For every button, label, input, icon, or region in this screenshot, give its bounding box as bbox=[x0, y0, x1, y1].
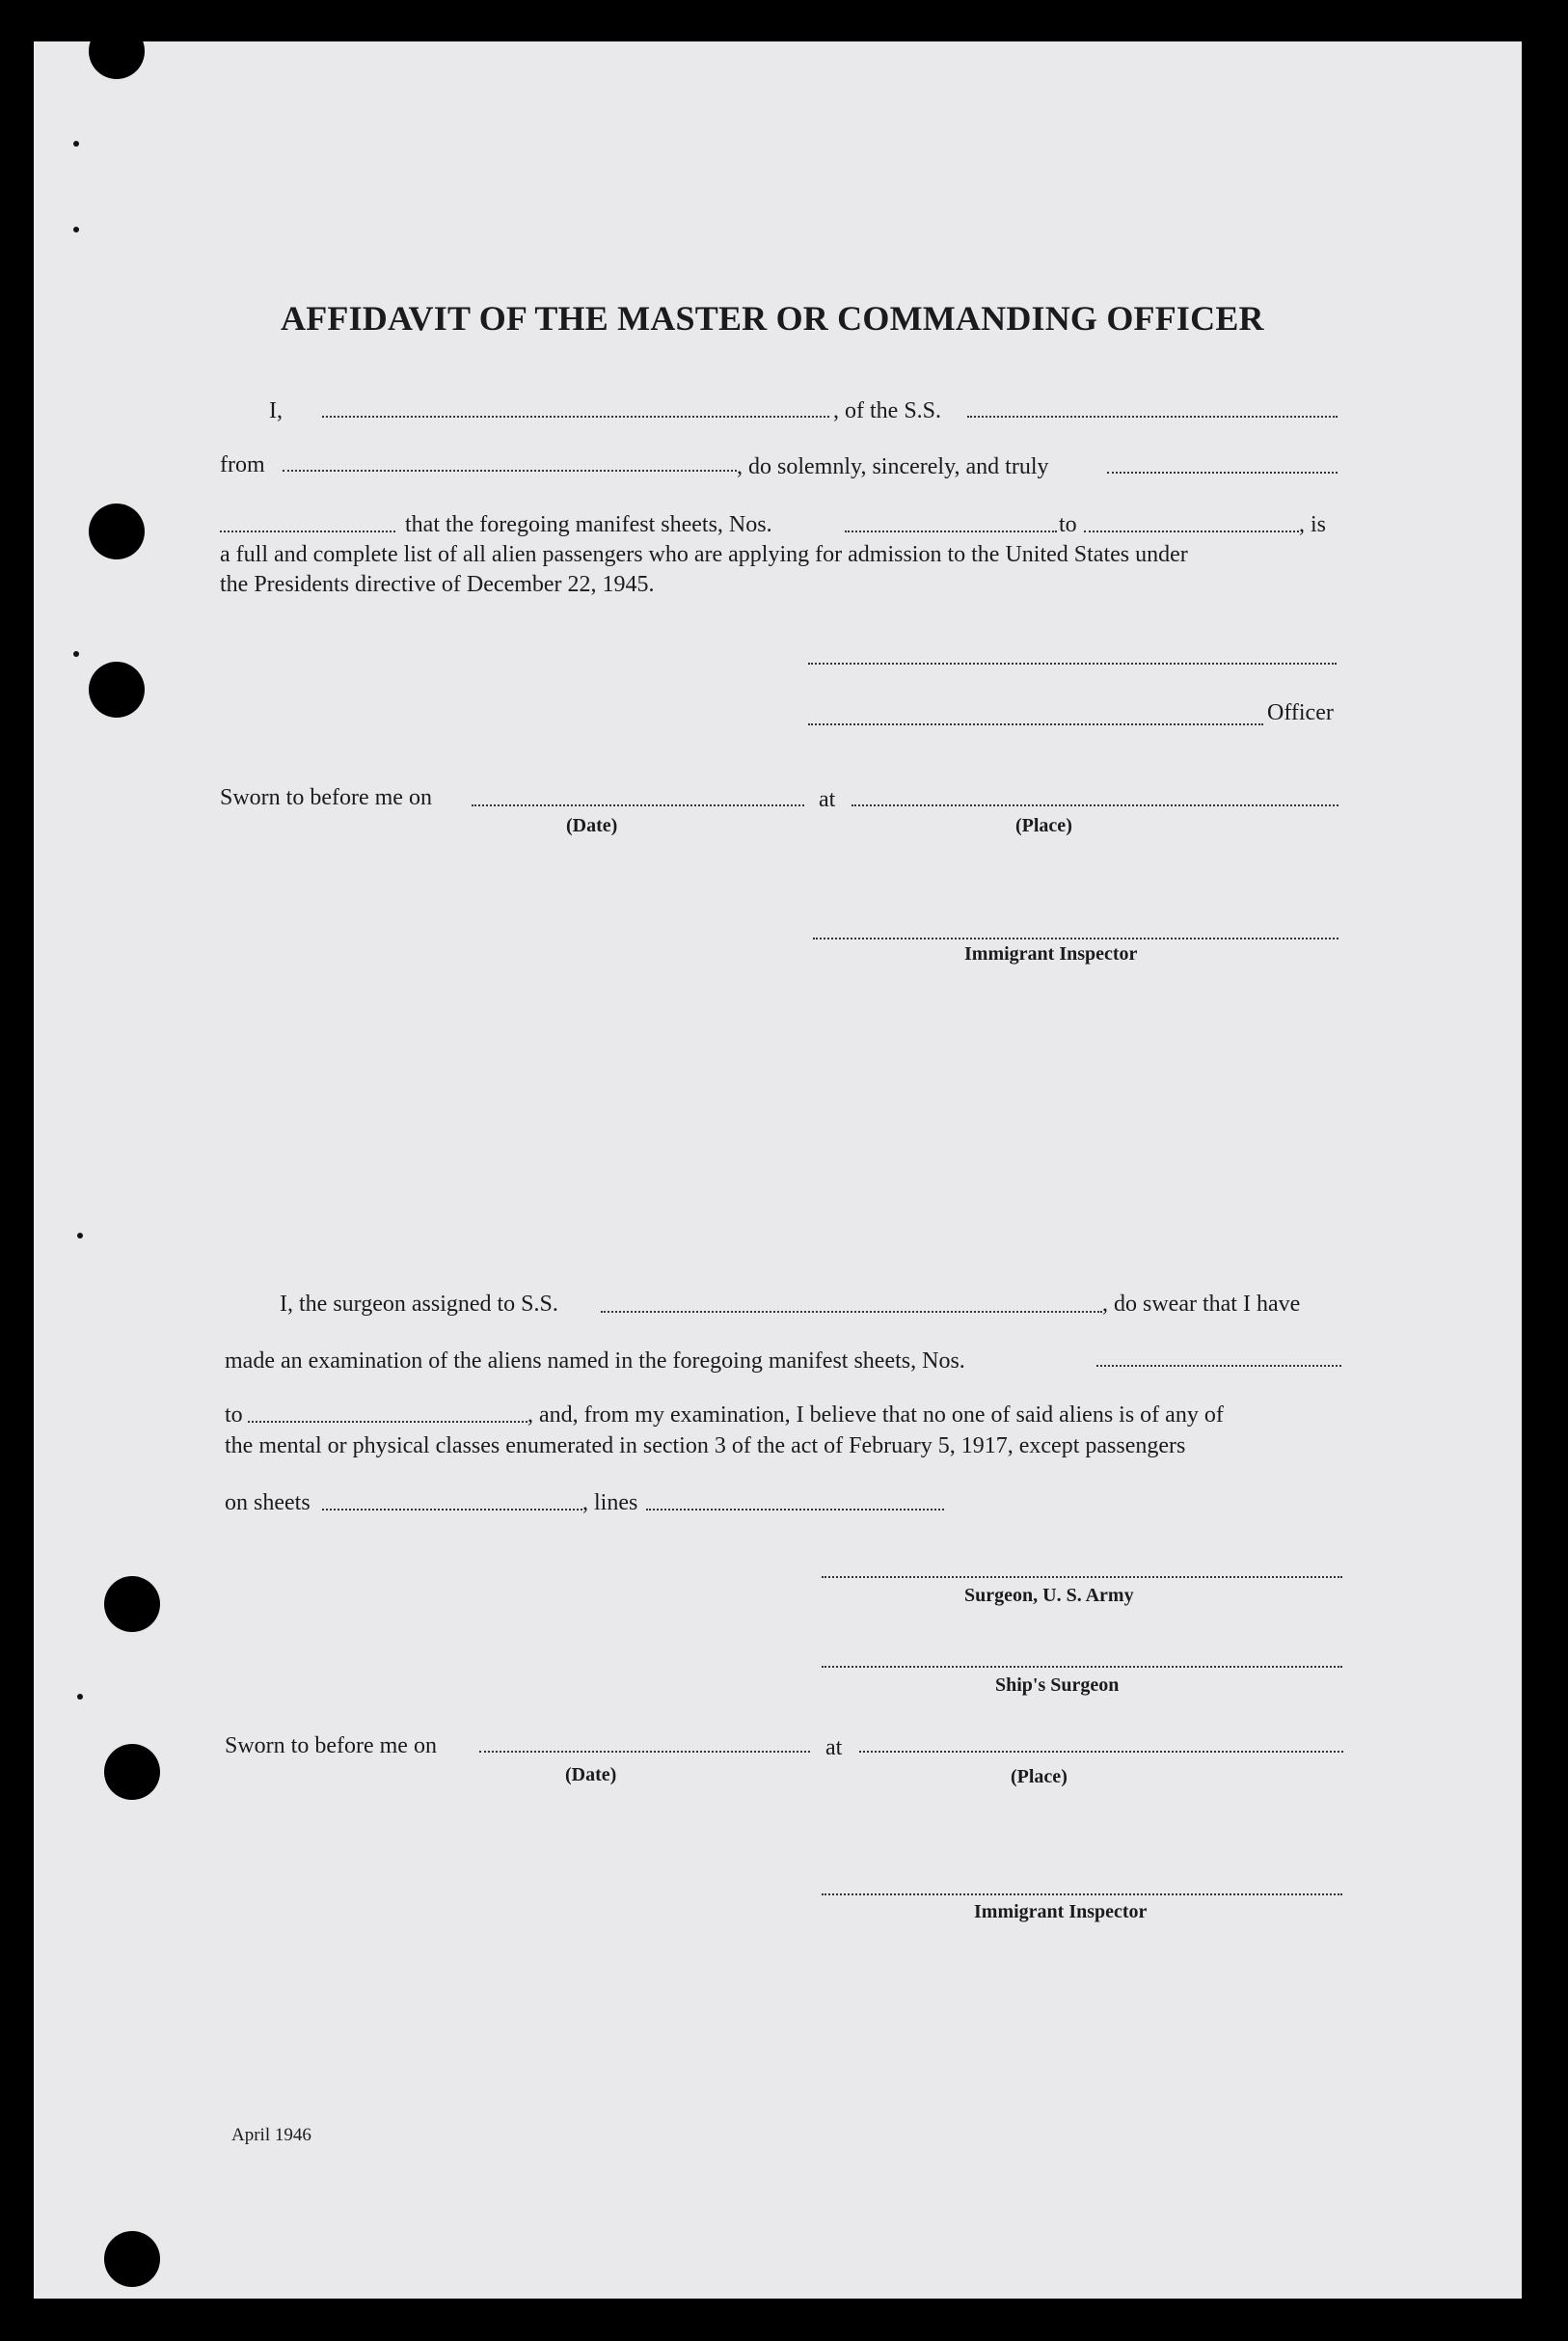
speck bbox=[73, 227, 79, 232]
page-title: AFFIDAVIT OF THE MASTER OR COMMANDING OFFICER bbox=[281, 299, 1264, 338]
surgeon-sworn-date-field[interactable] bbox=[479, 1751, 810, 1753]
inspector-caption: Immigrant Inspector bbox=[964, 943, 1138, 965]
punch-hole-1 bbox=[89, 23, 145, 79]
surgeon-ship-field[interactable] bbox=[601, 1311, 1102, 1313]
surgeon-at-label: at bbox=[825, 1735, 843, 1760]
examination-label: made an examination of the aliens named in the foregoing manifest sheets, Nos. bbox=[225, 1348, 965, 1374]
ship-name-field[interactable] bbox=[967, 416, 1338, 418]
surgeon-date-caption: (Date) bbox=[565, 1764, 617, 1785]
surgeon-nos-to-field[interactable] bbox=[248, 1421, 527, 1423]
sworn-date-field[interactable] bbox=[472, 804, 804, 806]
i-label: I, bbox=[269, 398, 283, 423]
on-sheets-label: on sheets bbox=[225, 1490, 311, 1515]
place-caption: (Place) bbox=[1015, 815, 1072, 836]
signature-line-2[interactable] bbox=[808, 723, 1263, 725]
army-surgeon-signature-line[interactable] bbox=[822, 1576, 1342, 1578]
signature-line-1[interactable] bbox=[808, 663, 1337, 665]
punch-hole-5 bbox=[104, 1744, 160, 1800]
punch-hole-6 bbox=[104, 2231, 160, 2287]
sworn-label: Sworn to before me on bbox=[220, 785, 432, 810]
of-ss-label: , of the S.S. bbox=[833, 398, 942, 423]
punch-hole-3 bbox=[89, 662, 145, 718]
sworn-place-field[interactable] bbox=[852, 804, 1338, 806]
master-name-field[interactable] bbox=[322, 416, 829, 418]
officer-label: Officer bbox=[1267, 700, 1334, 725]
surgeon-inspector-caption: Immigrant Inspector bbox=[974, 1901, 1148, 1922]
footer-date: April 1946 bbox=[231, 2125, 311, 2145]
lines-label: , lines bbox=[582, 1490, 638, 1515]
sheets-field[interactable] bbox=[322, 1509, 582, 1511]
surgeon-assigned-label: I, the surgeon assigned to S.S. bbox=[280, 1292, 558, 1317]
surgeon-sworn-place-field[interactable] bbox=[859, 1751, 1343, 1753]
master-line-3: the Presidents directive of December 22, 1945. bbox=[220, 572, 655, 597]
from-port-field[interactable] bbox=[283, 470, 737, 472]
solemnly-label: , do solemnly, sincerely, and truly bbox=[737, 454, 1049, 479]
to-label: to bbox=[1059, 512, 1077, 537]
classes-label: the mental or physical classes enumerated in section 3 of the act of February 5, 1917, except passengers bbox=[225, 1433, 1186, 1458]
army-surgeon-caption: Surgeon, U. S. Army bbox=[964, 1585, 1134, 1606]
speck bbox=[77, 1694, 83, 1700]
surgeon-inspector-signature-line[interactable] bbox=[822, 1893, 1342, 1895]
manifest-label: that the foregoing manifest sheets, Nos. bbox=[405, 512, 772, 537]
speck bbox=[77, 1233, 83, 1239]
form-sheet bbox=[34, 41, 1522, 2299]
lines-field[interactable] bbox=[646, 1509, 944, 1511]
punch-hole-4 bbox=[104, 1576, 160, 1632]
date-caption: (Date) bbox=[566, 815, 618, 836]
oath-field-2[interactable] bbox=[220, 531, 395, 532]
ships-surgeon-signature-line[interactable] bbox=[822, 1666, 1342, 1668]
surgeon-nos-from-field[interactable] bbox=[1096, 1365, 1341, 1367]
master-line-2: a full and complete list of all alien passengers who are applying for admission to the United States under bbox=[220, 542, 1188, 567]
nos-from-field[interactable] bbox=[845, 531, 1057, 532]
surgeon-sworn-label: Sworn to before me on bbox=[225, 1733, 437, 1758]
inspector-signature-line[interactable] bbox=[813, 938, 1338, 939]
at-label: at bbox=[819, 787, 836, 812]
surgeon-place-caption: (Place) bbox=[1011, 1766, 1068, 1787]
from-label: from bbox=[220, 452, 265, 477]
is-label: , is bbox=[1299, 512, 1327, 537]
believe-label: , and, from my examination, I believe that no one of said aliens is of any of bbox=[527, 1402, 1224, 1428]
swear-label: , do swear that I have bbox=[1102, 1292, 1301, 1317]
speck bbox=[73, 141, 79, 147]
surgeon-to-label: to bbox=[225, 1402, 243, 1428]
oath-field[interactable] bbox=[1107, 472, 1338, 474]
nos-to-field[interactable] bbox=[1084, 531, 1299, 532]
speck bbox=[73, 651, 79, 657]
ships-surgeon-caption: Ship's Surgeon bbox=[995, 1674, 1120, 1696]
punch-hole-2 bbox=[89, 504, 145, 559]
